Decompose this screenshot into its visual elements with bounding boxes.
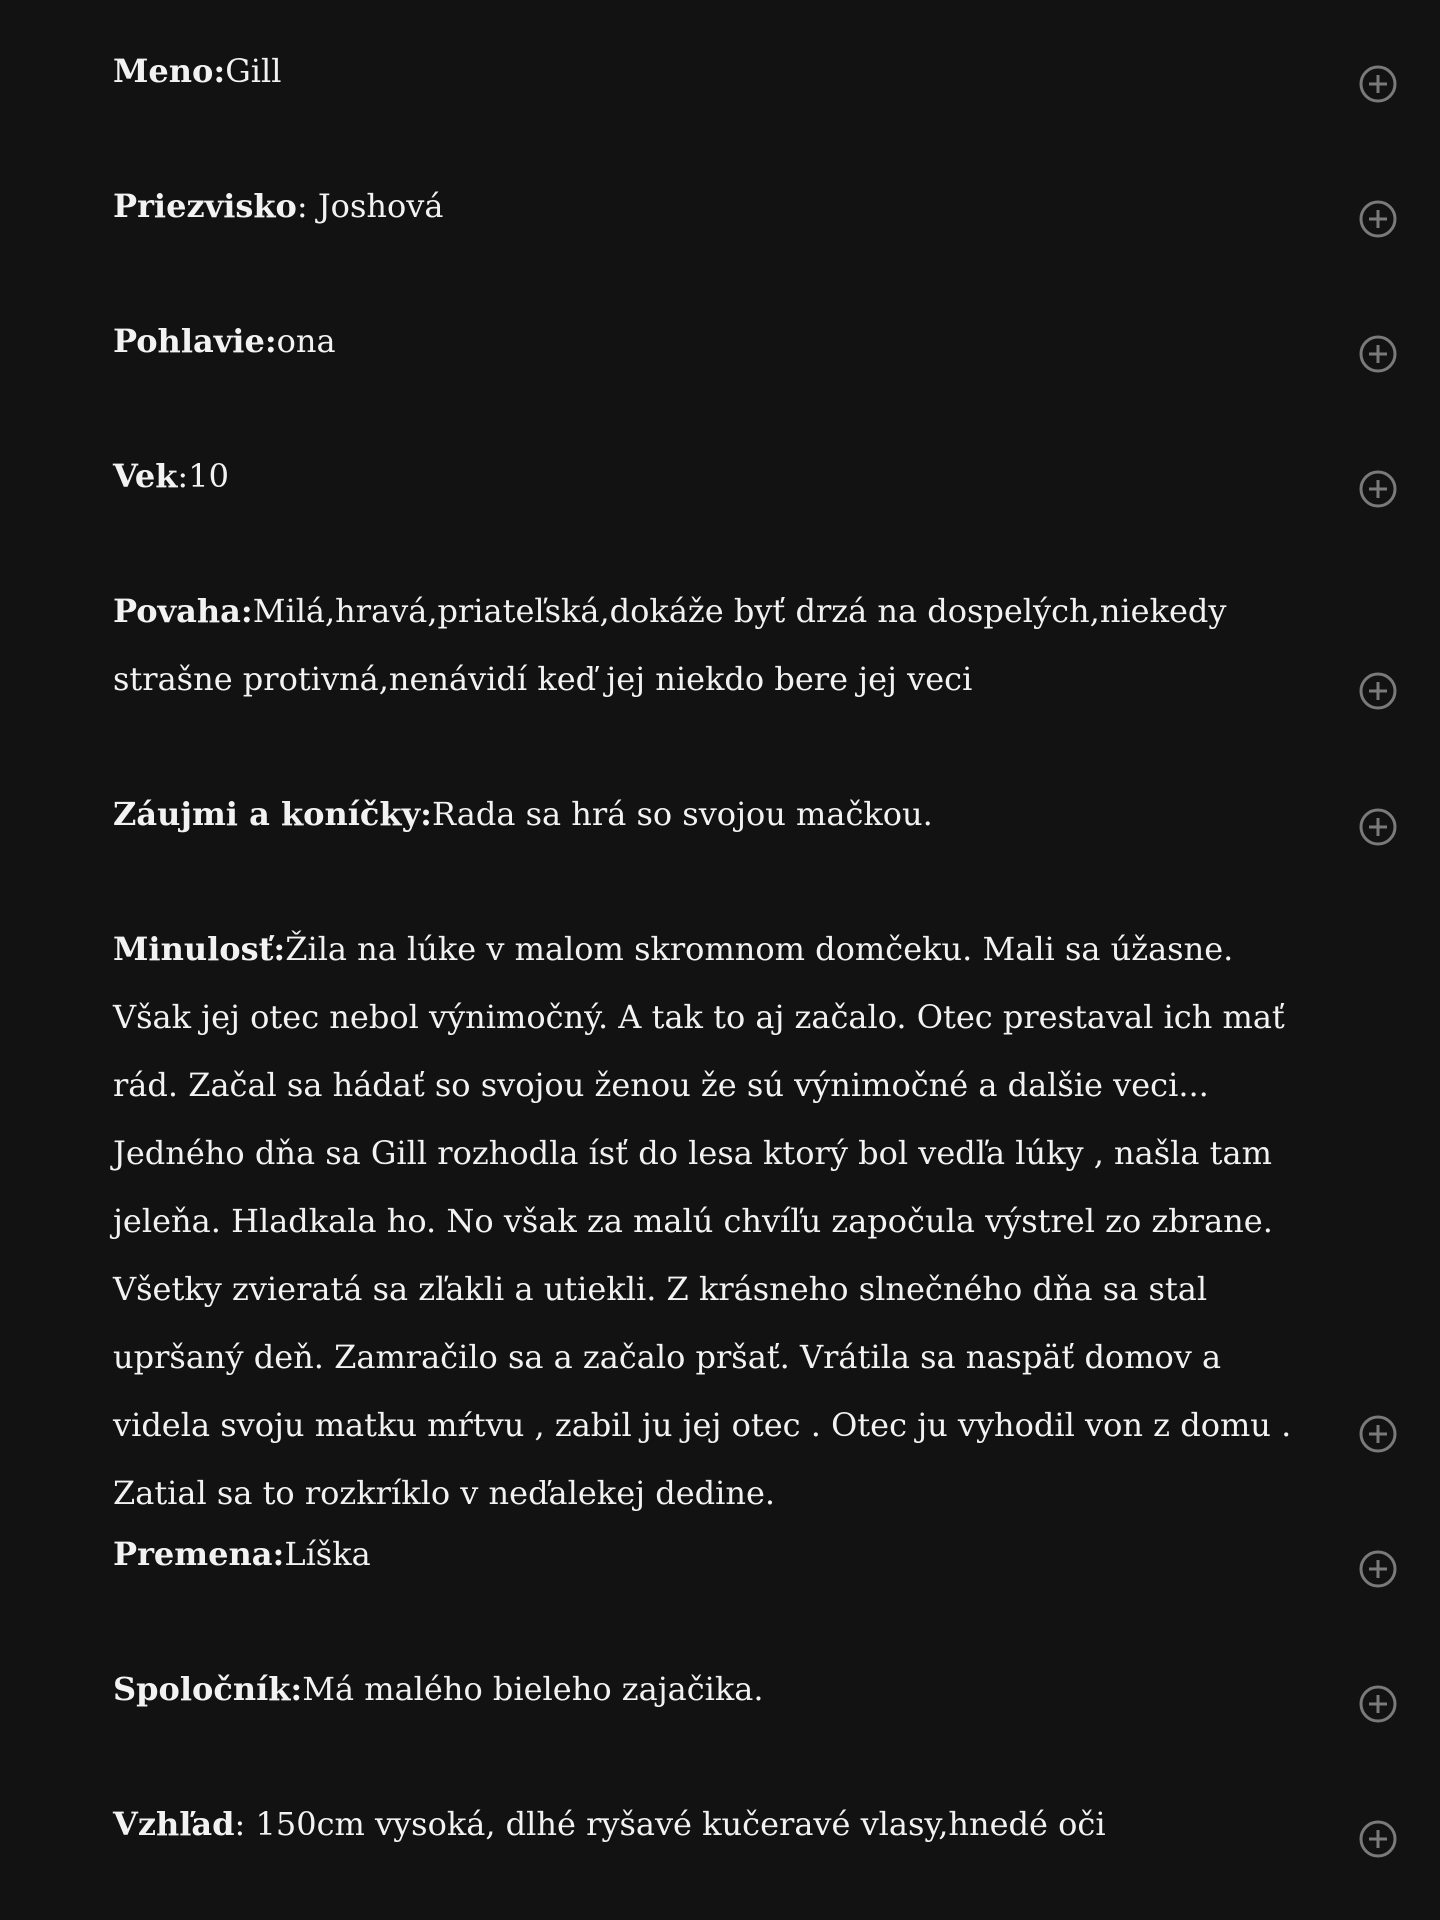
section-value: : 150cm vysoká, dlhé ryšavé kučeravé vlasy,hnedé oči — [234, 1805, 1106, 1843]
expand-minulost-button[interactable] — [1358, 1414, 1398, 1454]
section-vzhlad — [113, 1790, 1313, 1858]
section-label: Povaha: — [113, 592, 253, 630]
section-label: Vek — [113, 457, 178, 495]
expand-premena-button[interactable] — [1358, 1549, 1398, 1589]
plus-circle-icon — [1358, 807, 1398, 847]
section-spolocnik — [113, 1655, 1313, 1723]
section-value: Má malého bieleho zajačika. — [302, 1670, 764, 1708]
section-vek — [113, 442, 1313, 510]
expand-zaujmi-button[interactable] — [1358, 807, 1398, 847]
section-label: Meno: — [113, 52, 226, 90]
section-label: Záujmi a koníčky: — [113, 795, 432, 833]
expand-povaha-button[interactable] — [1358, 671, 1398, 711]
plus-circle-icon — [1358, 1414, 1398, 1454]
section-label: Premena: — [113, 1535, 285, 1573]
section-priezvisko — [113, 172, 1313, 240]
section-zaujmi — [113, 780, 1313, 848]
plus-circle-icon — [1358, 1684, 1398, 1724]
section-label: Spoločník: — [113, 1670, 303, 1708]
plus-circle-icon — [1358, 64, 1398, 104]
section-value: Gill — [225, 52, 282, 90]
section-pohlavie — [113, 307, 1313, 375]
section-value: :10 — [177, 457, 229, 495]
expand-pohlavie-button[interactable] — [1358, 334, 1398, 374]
section-value: Líška — [284, 1535, 371, 1573]
plus-circle-icon — [1358, 1549, 1398, 1589]
section-value: Rada sa hrá so svojou mačkou. — [431, 795, 933, 833]
section-value: Milá,hravá,priateľská,dokáže byť drzá na dospelých,niekedy strašne protivná,nenávidí keď jej niekdo bere jej veci — [113, 592, 1227, 698]
section-label: Vzhľad — [113, 1805, 235, 1843]
plus-circle-icon — [1358, 199, 1398, 239]
expand-meno-button[interactable] — [1358, 64, 1398, 104]
plus-circle-icon — [1358, 469, 1398, 509]
section-label: Pohlavie: — [113, 322, 277, 360]
section-povaha — [113, 577, 1313, 713]
section-value: ona — [276, 322, 336, 360]
section-premena — [113, 1520, 1313, 1588]
expand-vzhlad-button[interactable] — [1358, 1819, 1398, 1859]
expand-vek-button[interactable] — [1358, 469, 1398, 509]
section-value: Žila na lúke v malom skromnom domčeku. Mali sa úžasne. Však jej otec nebol výnimočný. A tak to aj začalo. Otec prestaval ich mať rád. Začal sa hádať so svojou ženou že sú výnimočné a dalšie veci... Jedného dňa sa Gill rozhodla ísť do lesa ktorý bol vedľa lúky , našla tam jeleňa. Hladkala ho. No však za malú chvíľu započula výstrel zo zbrane. Všetky zvieratá sa zľakli a utiekli. Z krásneho slnečného dňa sa stal upršaný deň. Zamračilo sa a začalo pršať. Vrátila sa naspäť domov a videla svoju matku mŕtvu , zabil ju jej otec . Otec ju vyhodil von z domu . Zatial sa to rozkríklo v neďalekej dedine. — [113, 930, 1292, 1512]
section-minulost — [113, 915, 1313, 1527]
plus-circle-icon — [1358, 1819, 1398, 1859]
section-label: Minulosť: — [113, 930, 286, 968]
section-value: : Joshová — [296, 187, 444, 225]
plus-circle-icon — [1358, 671, 1398, 711]
plus-circle-icon — [1358, 334, 1398, 374]
expand-spolocnik-button[interactable] — [1358, 1684, 1398, 1724]
expand-priezvisko-button[interactable] — [1358, 199, 1398, 239]
section-meno — [113, 37, 1313, 105]
section-label: Priezvisko — [113, 187, 297, 225]
